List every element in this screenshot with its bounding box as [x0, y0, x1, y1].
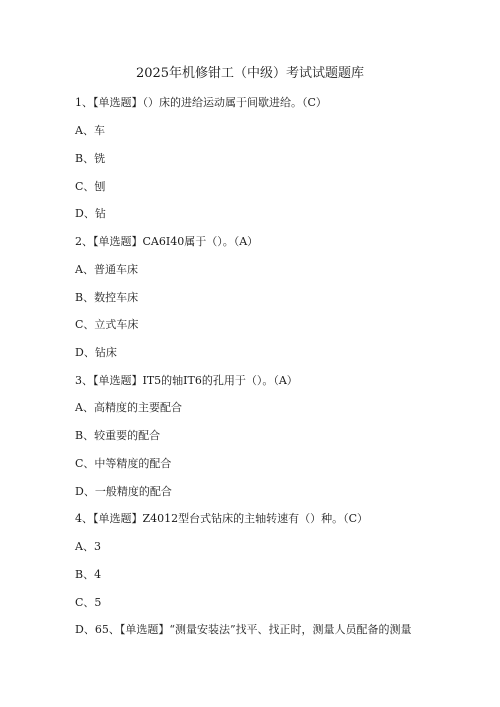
question-2-option-a: A、普通车床 [75, 263, 138, 276]
question-3-option-d: D、一般精度的配合 [75, 485, 172, 498]
question-3-option-b: B、较重要的配合 [75, 429, 161, 442]
question-4-option-a: A、3 [75, 540, 101, 553]
question-1-option-d: D、钻 [75, 207, 106, 220]
question-3-stem: 3、【单选题】IT5的轴IT6的孔用于（）。（A） [75, 374, 298, 387]
question-2-option-d: D、钻床 [75, 346, 117, 359]
question-4-option-b: B、4 [75, 568, 102, 581]
question-1-option-a: A、车 [75, 124, 105, 137]
question-2-option-b: B、数控车床 [75, 291, 139, 304]
document-title: 2025年机修钳工（中级）考试试题题库 [135, 66, 365, 81]
question-4-stem: 4、【单选题】Z4012型台式钻床的主轴转速有（）种。（C） [75, 512, 369, 525]
question-2-stem: 2、【单选题】CA6I40属于（）。（A） [75, 235, 259, 248]
question-3-option-a: A、高精度的主要配合 [75, 401, 182, 414]
question-1-option-c: C、刨 [75, 180, 106, 193]
question-4-option-d: D、65、【单选题】“测量安装法”找平、找正时，测量人员配备的测量 [75, 623, 412, 636]
question-3-option-c: C、中等精度的配合 [75, 457, 172, 470]
question-1-option-b: B、铣 [75, 152, 106, 165]
question-4-option-c: C、5 [75, 596, 102, 609]
question-1-stem: 1、【单选题】（）床的进给运动属于间歇进给。（C） [75, 96, 327, 109]
question-2-option-c: C、立式车床 [75, 318, 139, 331]
